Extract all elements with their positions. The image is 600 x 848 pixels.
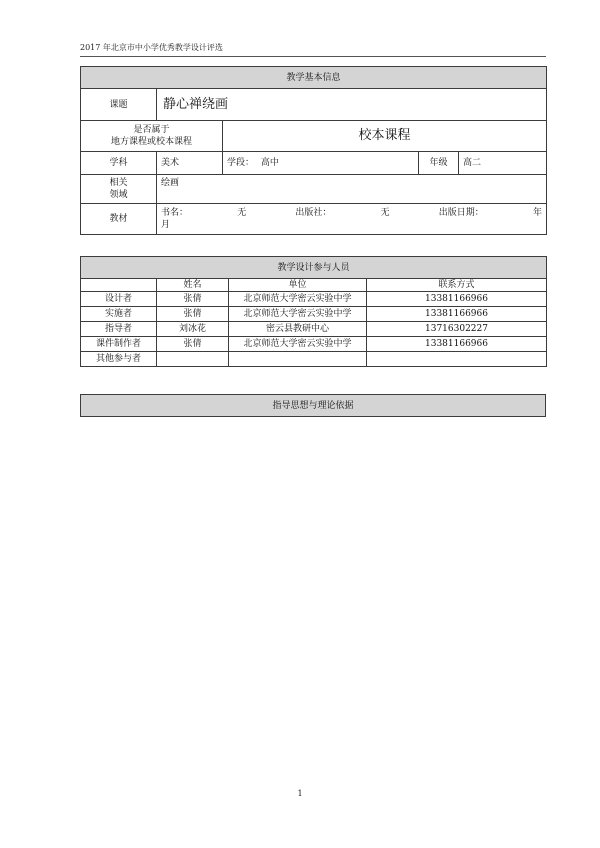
name-cell: 张倩 — [157, 337, 229, 352]
page-number: 1 — [297, 789, 303, 798]
stage-cell — [223, 152, 419, 175]
unit-cell — [229, 352, 367, 367]
contact-cell: 13381166966 — [367, 337, 547, 352]
table-row — [81, 322, 547, 337]
contact-cell: 13716302227 — [367, 322, 547, 337]
basic-info-table — [80, 66, 547, 235]
course-type-value: 校本课程 — [223, 121, 547, 152]
course-type-label — [81, 121, 223, 152]
role-cell: 其他参与者 — [81, 352, 157, 367]
publish-date-year: 年 — [532, 208, 542, 218]
related-field-label — [81, 175, 157, 204]
topic-value: 静心禅绕画 — [157, 89, 547, 121]
column-header: 单位 — [229, 279, 367, 292]
unit-cell: 密云县教研中心 — [229, 322, 367, 337]
guiding-title: 指导思想与理论依据 — [81, 395, 546, 417]
guiding-section — [80, 394, 546, 417]
name-cell: 刘冰花 — [157, 322, 229, 337]
name-cell — [157, 352, 229, 367]
stage-value: 高中 — [260, 158, 279, 168]
contact-cell: 13381166966 — [367, 307, 547, 322]
header-rule — [80, 56, 546, 57]
related-label-line2: 领域 — [109, 190, 128, 200]
role-cell: 指导者 — [81, 322, 157, 337]
course-type-label-line1: 是否属于 — [133, 125, 170, 135]
related-label-line1: 相关 — [109, 178, 128, 188]
course-type-label-line2: 地方课程或校本课程 — [110, 137, 192, 147]
unit-cell: 北京师范大学密云实验中学 — [229, 292, 367, 307]
column-header: 姓名 — [157, 279, 229, 292]
book-name-value: 无 — [237, 208, 247, 218]
unit-cell: 北京师范大学密云实验中学 — [229, 307, 367, 322]
stage-label: 学段： — [227, 158, 255, 168]
name-cell: 张倩 — [157, 292, 229, 307]
participants-title: 教学设计参与人员 — [81, 257, 547, 279]
name-cell: 张倩 — [157, 307, 229, 322]
publish-date-month: 月 — [161, 220, 171, 230]
table-row — [81, 352, 547, 367]
role-cell: 实施者 — [81, 307, 157, 322]
column-header — [81, 279, 157, 292]
table-row — [81, 292, 547, 307]
basic-info-title: 教学基本信息 — [81, 67, 547, 89]
textbook-label: 教材 — [81, 204, 157, 235]
participants-table — [80, 256, 547, 367]
publish-date-label: 出版日期： — [438, 208, 484, 218]
subject-value: 美术 — [157, 152, 223, 175]
table-row — [81, 337, 547, 352]
grade-value: 高二 — [459, 152, 547, 175]
unit-cell: 北京师范大学密云实验中学 — [229, 337, 367, 352]
textbook-info — [157, 204, 547, 235]
topic-label: 课题 — [81, 89, 157, 121]
role-cell: 设计者 — [81, 292, 157, 307]
document-header: 2017 年北京市中小学优秀教学设计评选 — [80, 43, 223, 52]
publisher-label: 出版社： — [295, 208, 332, 218]
subject-label: 学科 — [81, 152, 157, 175]
publisher-value: 无 — [380, 208, 390, 218]
grade-label: 年级 — [419, 152, 459, 175]
related-field-value: 绘画 — [157, 175, 547, 204]
book-name-label: 书名： — [161, 208, 189, 218]
contact-cell: 13381166966 — [367, 292, 547, 307]
column-header: 联系方式 — [367, 279, 547, 292]
role-cell: 课件制作者 — [81, 337, 157, 352]
table-row — [81, 307, 547, 322]
contact-cell — [367, 352, 547, 367]
